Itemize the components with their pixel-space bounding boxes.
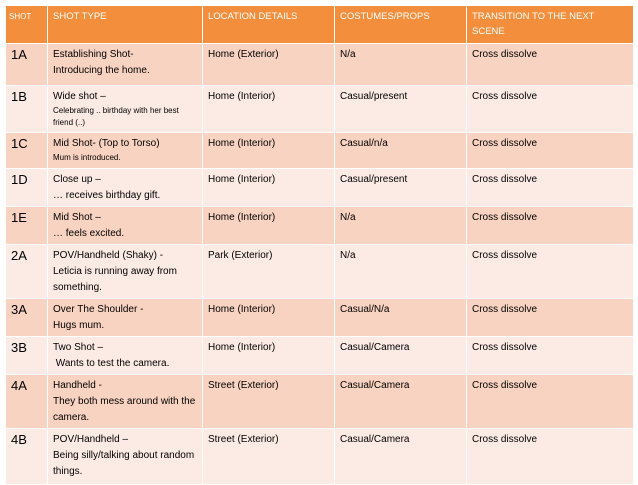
location-cell: Street (Exterior)	[203, 429, 335, 485]
shot-id: 1C	[6, 133, 48, 169]
shot-type-title: Mid Shot –	[53, 212, 101, 223]
costumes-cell: Casual/Camera	[335, 375, 467, 429]
shot-type-title: Close up –	[53, 174, 101, 185]
costumes-cell: Casual/N/a	[335, 299, 467, 337]
shot-type-cell	[48, 169, 203, 207]
transition-cell: Cross dissolve	[467, 429, 634, 485]
header-location: LOCATION DETAILS	[203, 6, 335, 44]
costumes-cell: N/a	[335, 207, 467, 245]
location-cell: Home (Interior)	[203, 133, 335, 169]
shot-type-cell	[48, 429, 203, 485]
transition-cell: Cross dissolve	[467, 133, 634, 169]
costumes-cell: Casual/present	[335, 86, 467, 133]
location-cell: Home (Interior)	[203, 337, 335, 375]
transition-cell: Cross dissolve	[467, 245, 634, 299]
header-shot: SHOT	[6, 6, 48, 44]
costumes-cell: Casual/present	[335, 169, 467, 207]
table-row	[6, 245, 634, 299]
shot-type-cell	[48, 86, 203, 133]
table-row	[6, 207, 634, 245]
table-header-row	[6, 6, 634, 44]
shot-type-title: Wide shot –	[53, 91, 106, 102]
shot-type-title: Over The Shoulder -	[53, 304, 144, 315]
transition-cell: Cross dissolve	[467, 207, 634, 245]
costumes-cell: Casual/n/a	[335, 133, 467, 169]
shot-type-title: Two Shot –	[53, 342, 104, 353]
shot-type-cell	[48, 375, 203, 429]
shot-id: 1B	[6, 86, 48, 133]
location-cell: Home (Exterior)	[203, 44, 335, 86]
table-row	[6, 169, 634, 207]
shot-type-desc: Being silly/talking about random things.	[53, 450, 195, 477]
header-costumes: COSTUMES/PROPS	[335, 6, 467, 44]
shot-type-title: Establishing Shot-	[53, 49, 134, 60]
shot-type-desc: Leticia is running away from something.	[53, 266, 177, 293]
shot-type-desc: Celebrating .. birthday with her best friend (..)	[53, 106, 179, 127]
header-transition: TRANSITION TO THE NEXT SCENE	[467, 6, 634, 44]
costumes-cell: N/a	[335, 245, 467, 299]
shot-list-table	[5, 5, 634, 485]
shot-type-cell	[48, 245, 203, 299]
shot-type-desc: Hugs mum.	[53, 320, 105, 331]
shot-type-desc: Wants to test the camera.	[53, 358, 170, 369]
shot-type-desc: … feels excited.	[53, 228, 125, 239]
shot-id: 3A	[6, 299, 48, 337]
transition-cell: Cross dissolve	[467, 44, 634, 86]
transition-cell: Cross dissolve	[467, 337, 634, 375]
shot-id: 4B	[6, 429, 48, 485]
location-cell: Home (Interior)	[203, 169, 335, 207]
shot-type-title: POV/Handheld –	[53, 434, 129, 445]
table-row	[6, 429, 634, 485]
location-cell: Street (Exterior)	[203, 375, 335, 429]
costumes-cell: N/a	[335, 44, 467, 86]
header-shot-type: SHOT TYPE	[48, 6, 203, 44]
shot-type-cell	[48, 133, 203, 169]
location-cell: Home (Interior)	[203, 299, 335, 337]
transition-cell: Cross dissolve	[467, 86, 634, 133]
shot-id: 1A	[6, 44, 48, 86]
location-cell: Home (Interior)	[203, 207, 335, 245]
transition-cell: Cross dissolve	[467, 299, 634, 337]
shot-id: 3B	[6, 337, 48, 375]
shot-type-cell	[48, 299, 203, 337]
transition-cell: Cross dissolve	[467, 169, 634, 207]
shot-type-title: Handheld -	[53, 380, 102, 391]
shot-type-title: Mid Shot- (Top to Torso)	[53, 138, 160, 149]
costumes-cell: Casual/Camera	[335, 337, 467, 375]
table-row	[6, 337, 634, 375]
shot-id: 1E	[6, 207, 48, 245]
shot-type-cell	[48, 44, 203, 86]
transition-cell: Cross dissolve	[467, 375, 634, 429]
table-row	[6, 375, 634, 429]
location-cell: Home (Interior)	[203, 86, 335, 133]
shot-id: 2A	[6, 245, 48, 299]
table-row	[6, 86, 634, 133]
table-row	[6, 44, 634, 86]
shot-type-desc: … receives birthday gift.	[53, 190, 161, 201]
shot-type-title: POV/Handheld (Shaky) -	[53, 250, 164, 261]
shot-id: 1D	[6, 169, 48, 207]
shot-type-desc: Introducing the home.	[53, 65, 150, 76]
shot-id: 4A	[6, 375, 48, 429]
table-row	[6, 133, 634, 169]
shot-type-cell	[48, 337, 203, 375]
shot-type-desc: Mum is introduced.	[53, 153, 121, 162]
location-cell: Park (Exterior)	[203, 245, 335, 299]
shot-type-desc: They both mess around with the camera.	[53, 396, 196, 423]
shot-type-cell	[48, 207, 203, 245]
costumes-cell: Casual/Camera	[335, 429, 467, 485]
table-row	[6, 299, 634, 337]
